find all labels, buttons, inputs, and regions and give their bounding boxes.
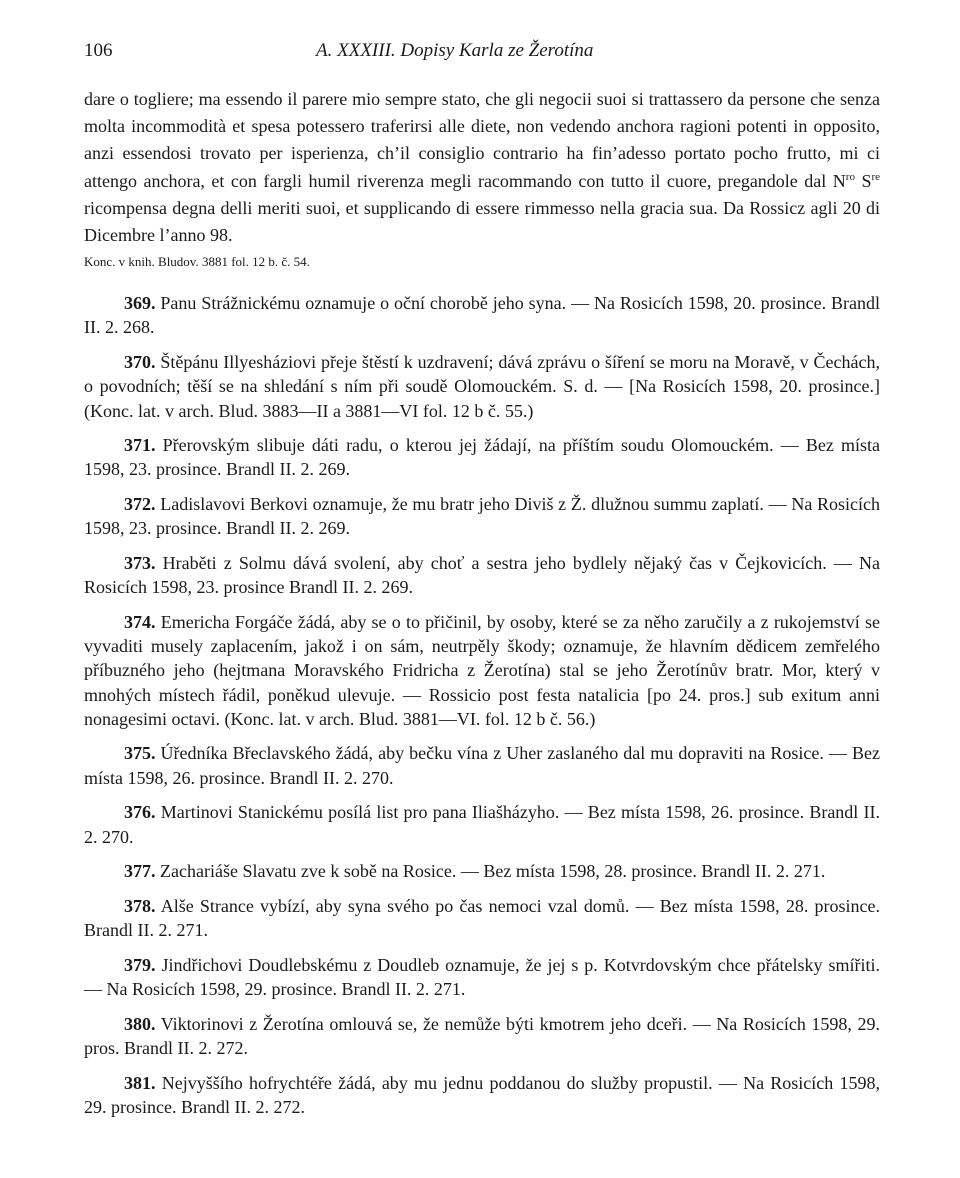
regest-entry-381: [84, 1071, 880, 1119]
document-page: [84, 40, 880, 1130]
regest-entry-379: [84, 953, 880, 1001]
entry-text: Panu Strážnickému oznamuje o oční chorobě jeho syna. — Na Rosicích 1598, 20. prosince. Brandl II. 2. 268.: [84, 293, 880, 338]
entry-text: Emericha Forgáče žádá, aby se o to přičinil, by osoby, které se za něho zaručily a z rukojemství se vyvaditi musely zaplacením, jakož i on sám, neutrpěly škody; oznamuje, že hlavním dědicem zemřelého příbuzného jeho (hejtmana Moravského Fridricha z Žerotína) stal se jeho Žerotínův bratr. Mor, který v mnohých místech řádil, poněkud ulevuje. — Rossicio post festa natalicia [po 24. pros.] sub exitum anni nonagesimi octavi. (Konc. lat. v arch. Blud. 3881—VI. fol. 12 b č. 56.): [84, 611, 881, 729]
letter-text-part-1: dare o togliere; ma essendo il parere mio sempre stato, che gli negocii suoi si trattassero da persone che senza molta incommodità et spesa potessero traferirsi alle diete, non vedendo anchora ragioni potenti in opposito, anzi essendosi trovato per isperienza, ch’il consiglio contrario ha fin’adesso portato pocho frutto, mi ci attengo anchora, et con fargli humil riverenza megli racommando con tutto il cuore, pregandole dal N: [84, 89, 880, 191]
entry-text: Zachariáše Slavatu zve k sobě na Rosice. — Bez místa 1598, 28. prosince. Brandl II. 2. 271.: [160, 861, 826, 882]
entry-text: Alše Strance vybízí, aby syna svého po čas nemoci vzal domů. — Bez místa 1598, 28. prosince. Brandl II. 2. 271.: [84, 895, 880, 941]
entry-number: 377.: [124, 861, 156, 882]
regest-entry-370: [84, 350, 880, 423]
entry-number: 378.: [124, 895, 156, 916]
entry-number: 380.: [124, 1013, 156, 1034]
superscript-ro: ro: [845, 170, 855, 183]
regest-entry-369: [84, 291, 880, 339]
entry-number: 381.: [124, 1072, 156, 1093]
entry-text: Přerovským slibuje dáti radu, o kterou jej žádají, na příštím soudu Olomouckém. — Bez místa 1598, 23. prosince. Brandl II. 2. 269.: [84, 435, 881, 480]
entry-text: Nejvyššího hofrychtéře žádá, aby mu jednu poddanou do služby propustil. — Na Rosicích 1598, 29. prosince. Brandl II. 2. 272.: [84, 1072, 881, 1117]
letter-paragraph: [84, 86, 880, 249]
regest-entry-373: [84, 551, 880, 599]
regest-entry-374: [84, 610, 880, 731]
entry-number: 374.: [124, 611, 156, 632]
entry-text: Martinovi Stanickému posílá list pro pana Iliašházyho. — Bez místa 1598, 26. prosince. Brandl II. 2. 270.: [84, 802, 881, 847]
letter-text-part-3: ricompensa degna delli meriti suoi, et supplicando di essere rimmesso nella gracia sua. Da Rossicz agli 20 di Dicembre l’anno 98.: [84, 197, 880, 246]
regest-list: [84, 291, 880, 1119]
entry-number: 373.: [124, 553, 156, 574]
regest-entry-372: [84, 492, 880, 540]
letter-text-part-2: S: [854, 170, 872, 191]
regest-entry-375: [84, 741, 880, 789]
letter-text: [84, 86, 880, 273]
entry-number: 370.: [124, 352, 156, 373]
entry-text: Ladislavovi Berkovi oznamuje, že mu bratr jeho Diviš z Ž. dlužnou summu zaplatí. — Na Rosicích 1598, 23. prosince. Brandl II. 2. 269.: [84, 494, 881, 539]
entry-text: Viktorinovi z Žerotína omlouvá se, že nemůže býti kmotrem jeho dceři. — Na Rosicích 1598, 29. pros. Brandl II. 2. 272.: [84, 1013, 880, 1058]
entry-text: Štěpánu Illyesháziovi přeje štěstí k uzdravení; dává zprávu o šíření se moru na Moravě, v Čechách, o povodních; těší se na shledání s ním při soudě Olomouckém. S. d. — [Na Rosicích 1598, 20. prosince.] (Konc. lat. v arch. Blud. 3883—II a 3881—VI fol. 12 b č. 55.): [84, 352, 880, 421]
superscript-re: re: [871, 170, 881, 183]
entry-number: 375.: [124, 743, 156, 764]
entry-number: 369.: [124, 293, 156, 314]
entry-text: Jindřichovi Doudlebskému z Doudleb oznamuje, že jej s p. Kotvrdovským chce přátelsky smířiti. — Na Rosicích 1598, 29. prosince. Brandl II. 2. 271.: [84, 954, 880, 1000]
regest-entry-371: [84, 433, 880, 481]
page-header: [84, 40, 880, 70]
entry-number: 376.: [124, 802, 156, 823]
running-title: A. XXXIII. Dopisy Karla ze Žerotína: [316, 40, 594, 61]
regest-entry-377: [84, 859, 880, 883]
entry-number: 371.: [124, 435, 156, 456]
regest-entry-380: [84, 1012, 880, 1060]
entry-text: Hraběti z Solmu dává svolení, aby choť a sestra jeho bydlely nějaký čas v Čejkovicích. — Na Rosicích 1598, 23. prosince Brandl II. 2. 269.: [84, 553, 880, 598]
regest-entry-376: [84, 800, 880, 848]
source-note: Konc. v knih. Bludov. 3881 fol. 12 b. č. 54.: [84, 254, 310, 270]
entry-number: 372.: [124, 494, 156, 515]
entry-text: Úředníka Břeclavského žádá, aby bečku vína z Uher zaslaného dal mu dopraviti na Rosice. — Bez místa 1598, 26. prosince. Brandl II. 2. 270.: [84, 743, 880, 788]
entry-number: 379.: [124, 954, 156, 975]
page-number: 106: [84, 40, 113, 61]
regest-entry-378: [84, 894, 880, 942]
